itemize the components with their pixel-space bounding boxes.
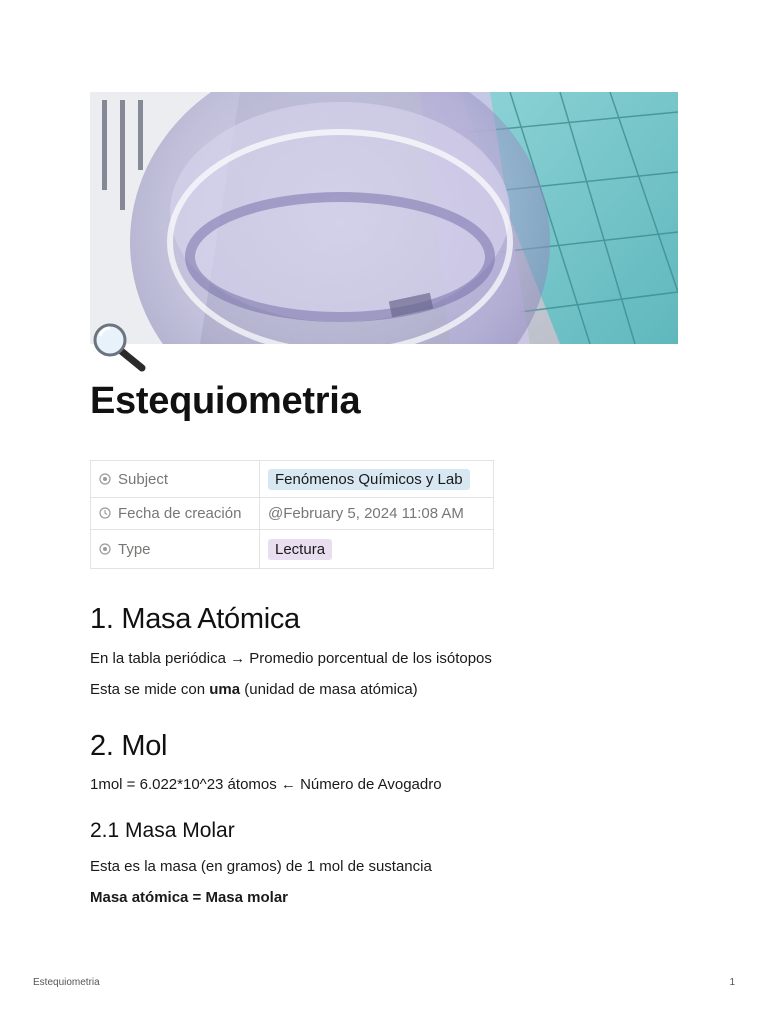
paragraph: Esta es la masa (en gramos) de 1 mol de sustancia (90, 858, 432, 875)
select-icon (99, 543, 111, 555)
footer-doc-name: Estequiometria (33, 977, 100, 988)
heading-masa-atomica: 1. Masa Atómica (90, 603, 300, 635)
property-value[interactable] (260, 498, 494, 530)
text-run: Esta se mide con (90, 681, 210, 698)
magnifying-glass-icon[interactable] (90, 322, 150, 374)
heading-mol: 2. Mol (90, 730, 168, 762)
property-label-subject: Subject (118, 470, 169, 488)
text-run: (unidad de masa atómica) (240, 681, 418, 698)
property-value[interactable] (260, 530, 494, 569)
property-name (91, 498, 260, 530)
property-row[interactable] (91, 461, 494, 498)
property-row[interactable] (91, 530, 494, 569)
select-icon (99, 473, 111, 485)
heading-masa-molar: 2.1 Masa Molar (90, 819, 235, 842)
clock-icon (99, 507, 111, 519)
type-tag[interactable]: Lectura (268, 539, 332, 560)
cover-image (90, 92, 678, 344)
subject-tag[interactable]: Fenómenos Químicos y Lab (268, 469, 470, 490)
paragraph (90, 889, 288, 906)
paragraph (90, 681, 418, 698)
property-label-type: Type (118, 540, 151, 558)
properties-table (90, 460, 494, 569)
property-row[interactable] (91, 498, 494, 530)
paragraph: 1mol = 6.022*10^23 átomos ← Número de Avogadro (90, 776, 442, 793)
property-name (91, 461, 260, 498)
property-value[interactable] (260, 461, 494, 498)
page-number: 1 (729, 977, 735, 988)
property-name (91, 530, 260, 569)
created-date[interactable]: @February 5, 2024 11:08 AM (268, 505, 464, 522)
paragraph: En la tabla periódica → Promedio porcentual de los isótopos (90, 650, 492, 667)
property-label-date: Fecha de creación (118, 505, 242, 522)
page-title: Estequiometria (90, 380, 361, 422)
bold-text: uma (209, 681, 241, 698)
bold-text: Masa atómica = Masa molar (90, 889, 289, 906)
